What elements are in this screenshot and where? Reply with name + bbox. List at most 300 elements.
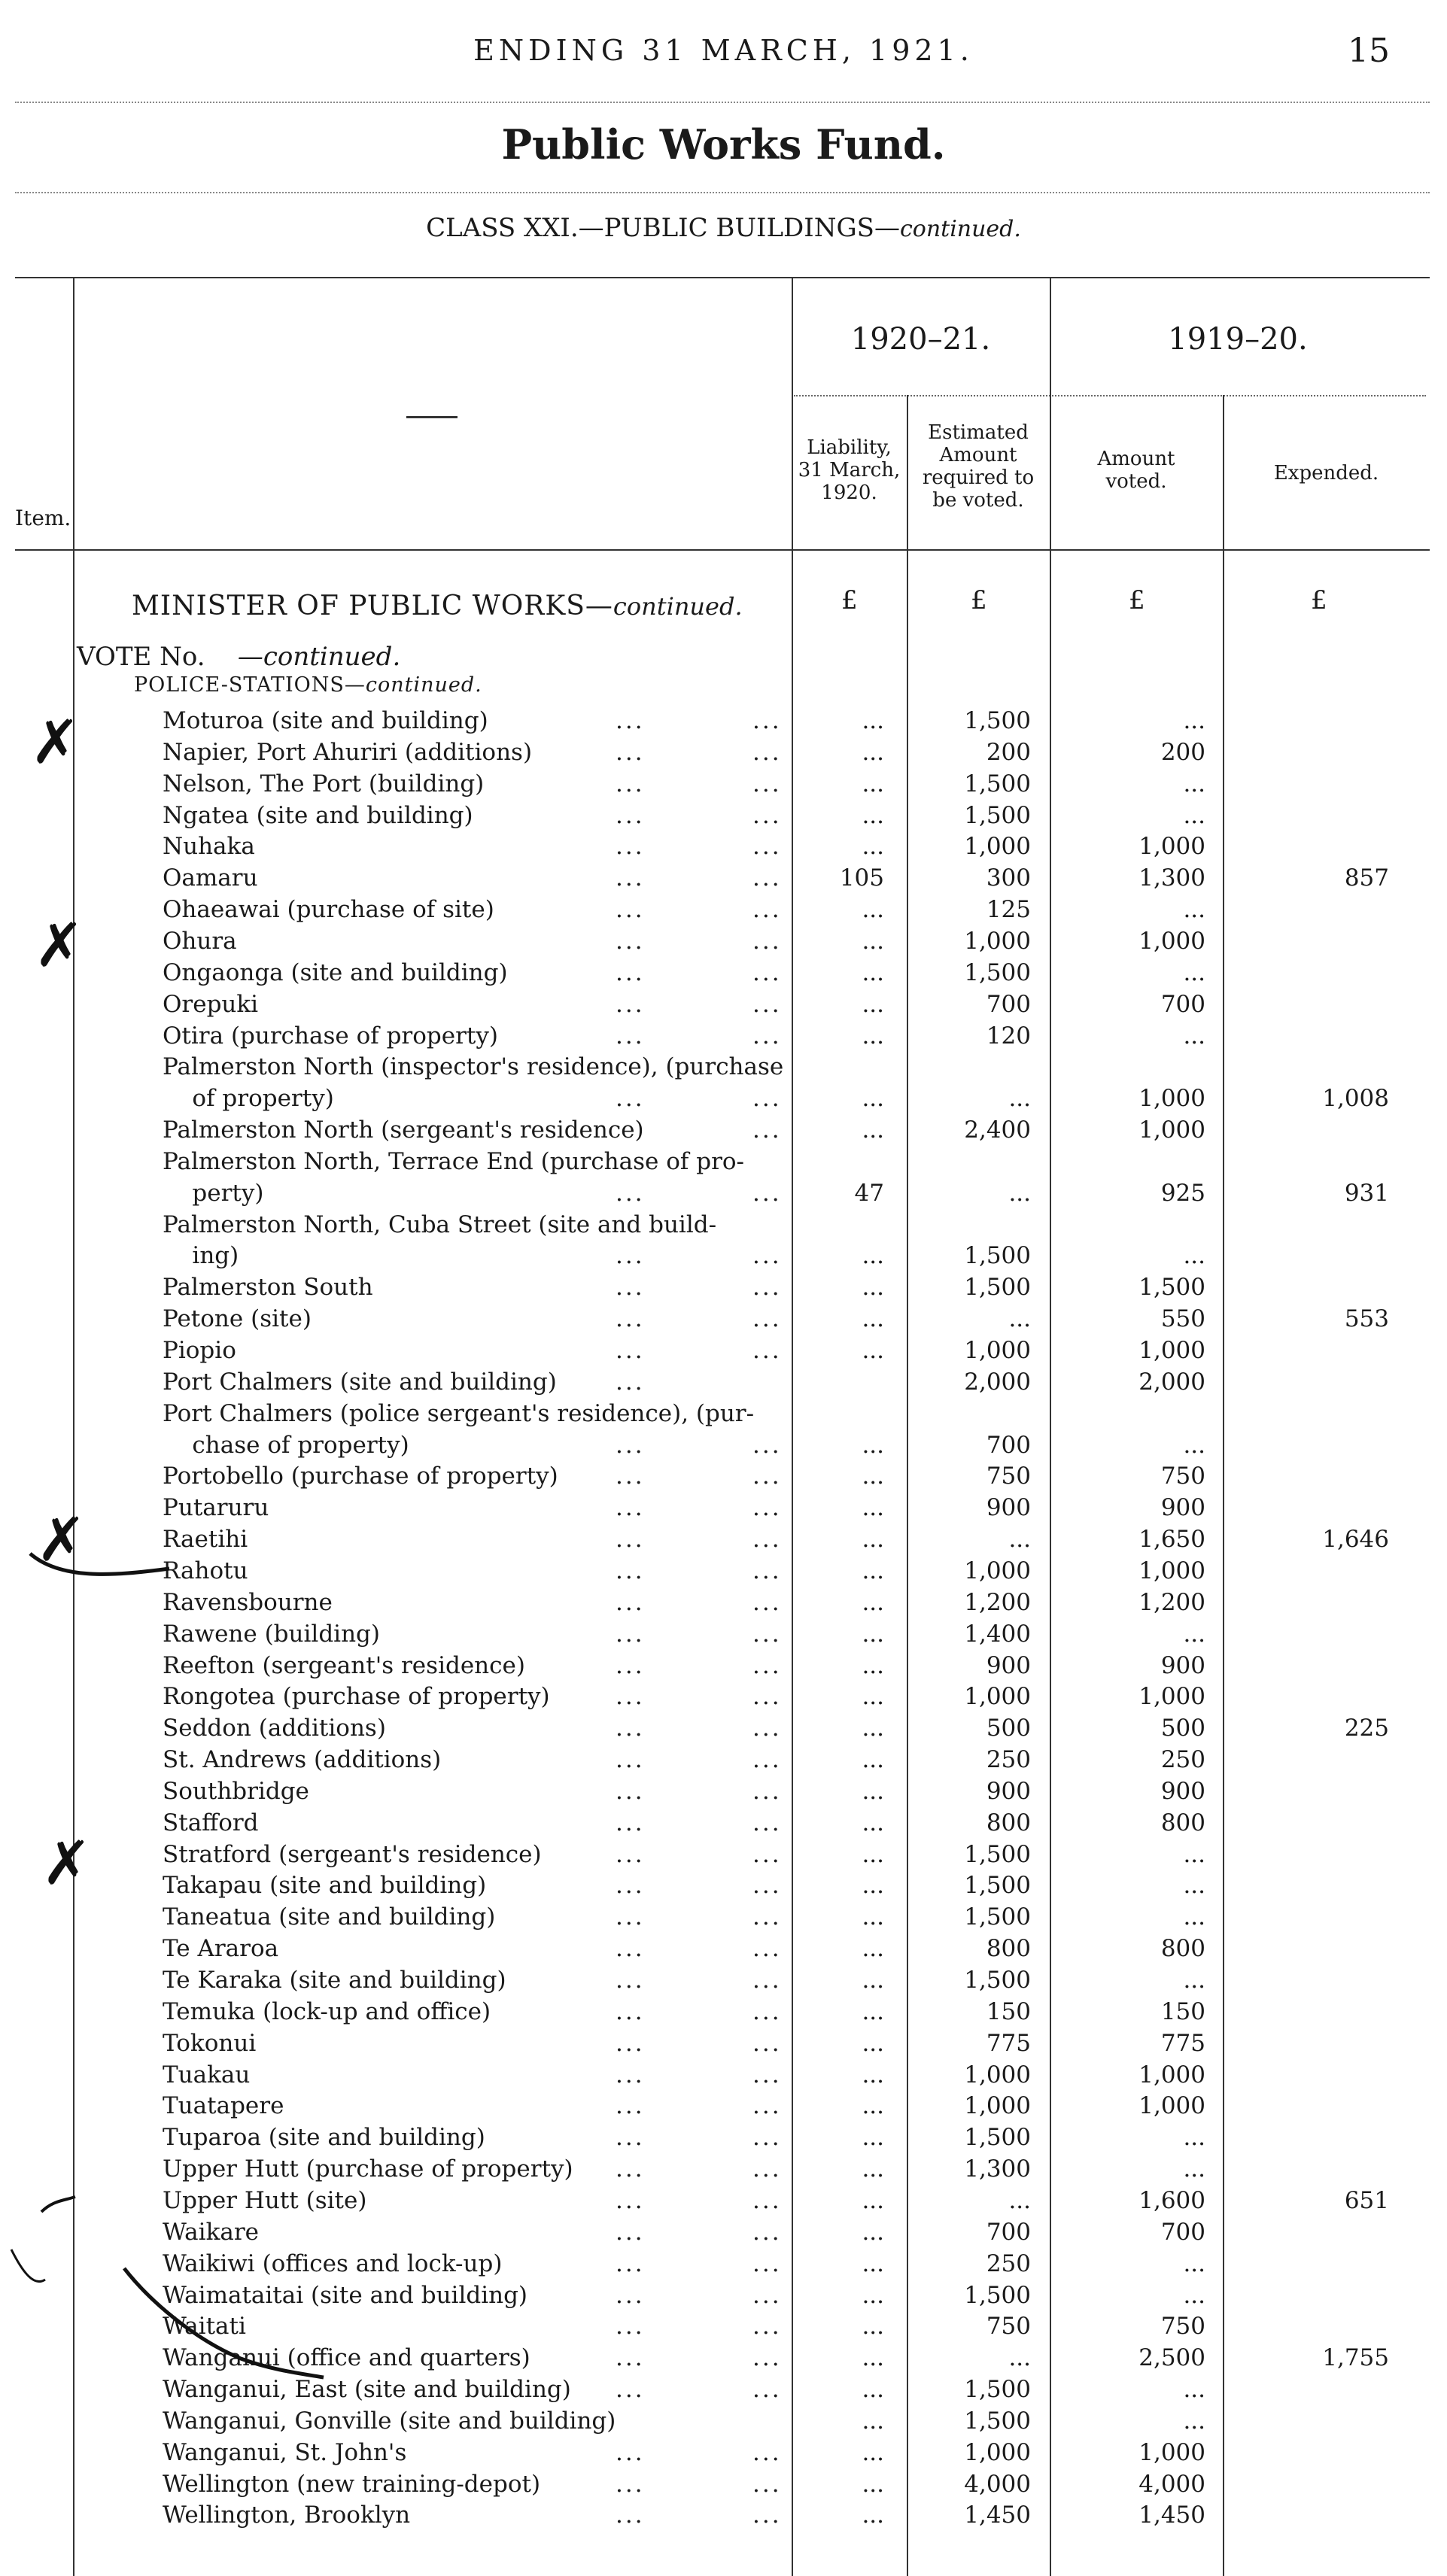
liability-value: ... bbox=[862, 2313, 884, 2341]
expended-value: 1,646 bbox=[1322, 1526, 1389, 1554]
row-name: St. Andrews (additions) bbox=[163, 1746, 442, 1774]
table-row bbox=[0, 928, 1447, 958]
row-name: Wellington, Brooklyn bbox=[163, 2502, 411, 2529]
voted-value: 700 bbox=[1160, 990, 1205, 1018]
liability-header-line: 31 March, bbox=[798, 459, 901, 481]
table-row bbox=[0, 1683, 1447, 1714]
voted-value: ... bbox=[1183, 2376, 1205, 2404]
row-leader-dots: ... bbox=[752, 1337, 782, 1364]
liability-value: ... bbox=[862, 1494, 884, 1522]
row-leader-dots: ... bbox=[616, 958, 645, 986]
voted-value: ... bbox=[1183, 707, 1205, 734]
row-name: Port Chalmers (site and building) bbox=[163, 1368, 557, 1396]
row-leader-dots: ... bbox=[616, 1997, 645, 2025]
row-leader-dots: ... bbox=[752, 1997, 782, 2025]
row-name: Waitati bbox=[163, 2313, 246, 2341]
liability-value: ... bbox=[862, 1620, 884, 1648]
row-leader-dots: ... bbox=[616, 1840, 645, 1868]
table-row bbox=[0, 2092, 1447, 2123]
estimated-value: 4,000 bbox=[964, 2470, 1031, 2498]
row-name: Wanganui, Gonville (site and building) bbox=[163, 2407, 616, 2435]
row-leader-dots: ... bbox=[616, 1746, 645, 1774]
currency-voted: £ bbox=[1129, 585, 1145, 615]
row-name: Tuparoa (site and building) bbox=[163, 2124, 485, 2152]
liability-header-line: Liability, bbox=[807, 436, 892, 459]
table-row bbox=[0, 1967, 1447, 1997]
voted-value: 800 bbox=[1160, 1935, 1205, 1963]
estimated-value: 1,500 bbox=[964, 707, 1031, 734]
table-row bbox=[0, 1085, 1447, 1116]
voted-value: 1,650 bbox=[1138, 1526, 1205, 1554]
voted-value: ... bbox=[1183, 1022, 1205, 1050]
row-leader-dots: ... bbox=[616, 833, 645, 861]
row-leader-dots: ... bbox=[616, 1022, 645, 1050]
table-row bbox=[0, 2124, 1447, 2155]
liability-value: ... bbox=[862, 801, 884, 829]
row-name: Petone (site) bbox=[163, 1305, 312, 1333]
estimated-value: ... bbox=[1008, 2186, 1031, 2214]
row-name: Waikiwi (offices and lock-up) bbox=[163, 2249, 503, 2277]
estimated-value: ... bbox=[1008, 1085, 1031, 1113]
row-leader-dots: ... bbox=[616, 1463, 645, 1490]
estimated-value: 2,000 bbox=[964, 1368, 1031, 1396]
voted-value: ... bbox=[1183, 1840, 1205, 1868]
table-row bbox=[0, 2407, 1447, 2438]
row-name: of property) bbox=[163, 1085, 334, 1113]
liability-value: ... bbox=[862, 2029, 884, 2057]
liability-value: ... bbox=[862, 1526, 884, 1554]
row-name: Oamaru bbox=[163, 864, 258, 892]
liability-value: ... bbox=[862, 2092, 884, 2120]
year-1920-21: 1920–21. bbox=[850, 322, 991, 357]
estimated-value: 1,500 bbox=[964, 1903, 1031, 1931]
liability-value: ... bbox=[862, 770, 884, 797]
row-leader-dots: ... bbox=[752, 896, 782, 924]
row-leader-dots: ... bbox=[752, 2438, 782, 2466]
liability-value: ... bbox=[862, 2502, 884, 2529]
row-leader-dots: ... bbox=[616, 2186, 645, 2214]
estimated-value: 1,000 bbox=[964, 833, 1031, 861]
table-row bbox=[0, 1305, 1447, 1336]
voted-value: 1,000 bbox=[1138, 2438, 1205, 2466]
minister-heading-main: MINISTER OF PUBLIC WORKS— bbox=[132, 591, 613, 621]
row-name: Orepuki bbox=[163, 990, 259, 1018]
handwritten-x-mark: ✗ bbox=[34, 910, 85, 980]
liability-value: ... bbox=[862, 896, 884, 924]
voted-value: 500 bbox=[1160, 1715, 1205, 1742]
class-heading-main: CLASS XXI.—PUBLIC BUILDINGS— bbox=[426, 213, 900, 243]
table-row bbox=[0, 1022, 1447, 1053]
row-name: Rawene (building) bbox=[163, 1620, 380, 1648]
row-name: Palmerston North, Cuba Street (site and build- bbox=[163, 1211, 717, 1238]
row-name: Rahotu bbox=[163, 1557, 248, 1584]
handwritten-x-mark: ✗ bbox=[30, 707, 81, 777]
row-name: Rongotea (purchase of property) bbox=[163, 1683, 550, 1711]
table-row bbox=[0, 1368, 1447, 1399]
estimated-value: 200 bbox=[986, 738, 1031, 766]
estimated-value: 1,500 bbox=[964, 958, 1031, 986]
row-name: Palmerston North (inspector's residence), (purchase bbox=[163, 1053, 784, 1081]
estimated-value: 750 bbox=[986, 2313, 1031, 2341]
voted-value: ... bbox=[1183, 1620, 1205, 1648]
row-name: perty) bbox=[163, 1179, 264, 1207]
liability-value: 105 bbox=[839, 864, 884, 892]
currency-liability: £ bbox=[841, 585, 858, 615]
row-leader-dots: ... bbox=[752, 1620, 782, 1648]
table-row bbox=[0, 833, 1447, 864]
handwritten-x-mark: ✗ bbox=[41, 1828, 93, 1898]
voted-header-line: Amount bbox=[1097, 448, 1175, 470]
liability-value: ... bbox=[862, 1274, 884, 1302]
table-row bbox=[0, 1053, 1447, 1084]
voted-value: ... bbox=[1183, 1431, 1205, 1459]
table-row bbox=[0, 707, 1447, 738]
voted-value: 750 bbox=[1160, 2313, 1205, 2341]
row-leader-dots: ... bbox=[752, 1588, 782, 1616]
table-row bbox=[0, 2282, 1447, 2313]
estimated-value: 1,400 bbox=[964, 1620, 1031, 1648]
row-leader-dots: ... bbox=[616, 2218, 645, 2246]
row-name: Seddon (additions) bbox=[163, 1715, 386, 1742]
table-row bbox=[0, 1841, 1447, 1872]
row-leader-dots: ... bbox=[616, 1085, 645, 1113]
liability-value: ... bbox=[862, 2376, 884, 2404]
table-row bbox=[0, 1242, 1447, 1273]
estimated-value: 800 bbox=[986, 1809, 1031, 1836]
row-leader-dots: ... bbox=[616, 1274, 645, 1302]
handwritten-x-mark: ✗ bbox=[36, 1505, 87, 1575]
voted-value: ... bbox=[1183, 801, 1205, 829]
row-leader-dots: ... bbox=[752, 833, 782, 861]
liability-value: ... bbox=[862, 1997, 884, 2025]
table-row bbox=[0, 1400, 1447, 1431]
estimated-value: 250 bbox=[986, 2249, 1031, 2277]
table-row bbox=[0, 1715, 1447, 1745]
row-leader-dots: ... bbox=[616, 1903, 645, 1931]
row-name: Otira (purchase of property) bbox=[163, 1022, 498, 1050]
row-leader-dots: ... bbox=[616, 707, 645, 734]
table-row bbox=[0, 1494, 1447, 1525]
table-row bbox=[0, 2155, 1447, 2186]
voted-value: 1,000 bbox=[1138, 833, 1205, 861]
voted-value: 775 bbox=[1160, 2029, 1205, 2057]
row-leader-dots: ... bbox=[752, 927, 782, 955]
expended-header: Expended. bbox=[1273, 462, 1379, 485]
estimated-value: 1,000 bbox=[964, 1337, 1031, 1364]
row-leader-dots: ... bbox=[616, 1935, 645, 1963]
estimated-value: 700 bbox=[986, 1431, 1031, 1459]
estimated-value: 1,000 bbox=[964, 927, 1031, 955]
table-row bbox=[0, 1557, 1447, 1588]
table-row bbox=[0, 1872, 1447, 1903]
estimated-value: ... bbox=[1008, 1526, 1031, 1554]
liability-value: ... bbox=[862, 1683, 884, 1711]
row-leader-dots: ... bbox=[616, 1526, 645, 1554]
year-1919-20: 1919–20. bbox=[1168, 322, 1308, 357]
voted-value: 2,000 bbox=[1138, 1368, 1205, 1396]
row-name: Port Chalmers (police sergeant's residence), (pur- bbox=[163, 1399, 755, 1427]
estimated-header-line: Estimated bbox=[928, 421, 1029, 444]
voted-value: 925 bbox=[1160, 1179, 1205, 1207]
estimated-value: 1,500 bbox=[964, 2376, 1031, 2404]
row-leader-dots: ... bbox=[616, 801, 645, 829]
liability-value: ... bbox=[862, 1431, 884, 1459]
row-leader-dots: ... bbox=[616, 2249, 645, 2277]
voted-value: 2,500 bbox=[1138, 2344, 1205, 2372]
expended-value: 1,008 bbox=[1322, 1085, 1389, 1113]
expended-value: 651 bbox=[1344, 2186, 1389, 2214]
police-heading-suffix: continued. bbox=[365, 673, 482, 697]
table-row bbox=[0, 1337, 1447, 1368]
liability-value: ... bbox=[862, 1242, 884, 1270]
estimated-value: 150 bbox=[986, 1997, 1031, 2025]
row-leader-dots: ... bbox=[752, 770, 782, 797]
voted-header-line: voted. bbox=[1105, 470, 1167, 493]
row-leader-dots: ... bbox=[616, 1588, 645, 1616]
estimated-value: 900 bbox=[986, 1777, 1031, 1805]
row-leader-dots: ... bbox=[616, 1683, 645, 1711]
vote-heading-suffix: —continued. bbox=[237, 642, 401, 672]
row-name: Tokonui bbox=[163, 2029, 257, 2057]
expended-value: 857 bbox=[1344, 864, 1389, 892]
row-name: Taneatua (site and building) bbox=[163, 1903, 496, 1931]
expended-value: 931 bbox=[1344, 1179, 1389, 1207]
row-name: Stratford (sergeant's residence) bbox=[163, 1840, 542, 1868]
voted-value: ... bbox=[1183, 1872, 1205, 1900]
item-column-label: Item. bbox=[15, 506, 71, 530]
liability-value: ... bbox=[862, 958, 884, 986]
voted-value: 550 bbox=[1160, 1305, 1205, 1333]
table-row bbox=[0, 2376, 1447, 2407]
liability-value: ... bbox=[862, 1777, 884, 1805]
voted-value: 750 bbox=[1160, 1463, 1205, 1490]
voted-value: 1,000 bbox=[1138, 1683, 1205, 1711]
currency-expended: £ bbox=[1311, 585, 1327, 615]
row-name: Waikare bbox=[163, 2218, 259, 2246]
voted-value: 1,000 bbox=[1138, 1085, 1205, 1113]
estimated-value: 1,500 bbox=[964, 2281, 1031, 2309]
table-top-rule bbox=[15, 277, 1430, 278]
page-number: 15 bbox=[1348, 32, 1390, 70]
row-leader-dots: ... bbox=[752, 1903, 782, 1931]
row-leader-dots: ... bbox=[616, 1967, 645, 1994]
row-leader-dots: ... bbox=[752, 990, 782, 1018]
estimated-value: 125 bbox=[986, 896, 1031, 924]
row-leader-dots: ... bbox=[616, 1557, 645, 1584]
estimated-value: 120 bbox=[986, 1022, 1031, 1050]
estimated-value: ... bbox=[1008, 2344, 1031, 2372]
voted-value: 1,000 bbox=[1138, 1337, 1205, 1364]
estimated-value: 1,500 bbox=[964, 1242, 1031, 1270]
row-leader-dots: ... bbox=[752, 1526, 782, 1554]
voted-value: 250 bbox=[1160, 1746, 1205, 1774]
row-leader-dots: ... bbox=[616, 738, 645, 766]
liability-value: ... bbox=[862, 1715, 884, 1742]
row-leader-dots: ... bbox=[616, 2124, 645, 2152]
table-row bbox=[0, 2502, 1447, 2532]
estimated-header-line: required to bbox=[922, 466, 1035, 489]
liability-value: 47 bbox=[854, 1179, 884, 1207]
row-leader-dots: ... bbox=[752, 801, 782, 829]
row-leader-dots: ... bbox=[616, 2344, 645, 2372]
row-leader-dots: ... bbox=[752, 2502, 782, 2529]
row-name: Palmerston North (sergeant's residence) bbox=[163, 1116, 644, 1144]
row-name: chase of property) bbox=[163, 1431, 409, 1459]
row-name: Ohura bbox=[163, 927, 237, 955]
table-row bbox=[0, 1274, 1447, 1305]
table-row bbox=[0, 2250, 1447, 2281]
estimated-value: 1,200 bbox=[964, 1588, 1031, 1616]
voted-value: ... bbox=[1183, 1967, 1205, 1994]
voted-value: 1,450 bbox=[1138, 2502, 1205, 2529]
row-name: Palmerston North, Terrace End (purchase of pro- bbox=[163, 1147, 745, 1175]
row-leader-dots: ... bbox=[752, 2249, 782, 2277]
row-leader-dots: ... bbox=[752, 2344, 782, 2372]
row-leader-dots: ... bbox=[752, 1116, 782, 1144]
row-leader-dots: ... bbox=[752, 1085, 782, 1113]
row-leader-dots: ... bbox=[752, 1777, 782, 1805]
row-leader-dots: ... bbox=[616, 1494, 645, 1522]
row-name: Temuka (lock-up and office) bbox=[163, 1997, 491, 2025]
page-title: Public Works Fund. bbox=[501, 120, 946, 169]
row-name: Te Araroa bbox=[163, 1935, 279, 1963]
row-leader-dots: ... bbox=[616, 1368, 645, 1396]
liability-value: ... bbox=[862, 2249, 884, 2277]
liability-value: ... bbox=[862, 1935, 884, 1963]
liability-value: ... bbox=[862, 2344, 884, 2372]
row-name: Te Karaka (site and building) bbox=[163, 1967, 506, 1994]
row-name: Portobello (purchase of property) bbox=[163, 1463, 558, 1490]
liability-value: ... bbox=[862, 1022, 884, 1050]
estimated-header bbox=[907, 421, 1050, 512]
row-name: Wanganui, East (site and building) bbox=[163, 2376, 571, 2404]
row-name: ing) bbox=[163, 1242, 239, 1270]
liability-value: ... bbox=[862, 1463, 884, 1490]
voted-header bbox=[1050, 448, 1223, 493]
estimated-value: 1,000 bbox=[964, 2061, 1031, 2088]
estimated-value: 500 bbox=[986, 1715, 1031, 1742]
voted-value: ... bbox=[1183, 2124, 1205, 2152]
row-leader-dots: ... bbox=[752, 1872, 782, 1900]
row-leader-dots: ... bbox=[616, 2092, 645, 2120]
row-leader-dots: ... bbox=[616, 1715, 645, 1742]
estimated-value: 700 bbox=[986, 2218, 1031, 2246]
row-leader-dots: ... bbox=[752, 1305, 782, 1333]
table-row bbox=[0, 2187, 1447, 2218]
voted-value: 1,000 bbox=[1138, 2092, 1205, 2120]
table-row bbox=[0, 2030, 1447, 2061]
currency-estimated: £ bbox=[971, 585, 987, 615]
table-row bbox=[0, 1116, 1447, 1147]
row-leader-dots: ... bbox=[616, 2313, 645, 2341]
table-row bbox=[0, 1903, 1447, 1934]
row-leader-dots: ... bbox=[616, 2438, 645, 2466]
liability-value: ... bbox=[862, 833, 884, 861]
row-leader-dots: ... bbox=[616, 2502, 645, 2529]
estimated-value: 300 bbox=[986, 864, 1031, 892]
row-leader-dots: ... bbox=[752, 1746, 782, 1774]
row-leader-dots: ... bbox=[752, 2281, 782, 2309]
estimated-value: 1,500 bbox=[964, 1872, 1031, 1900]
row-name: Wellington (new training-depot) bbox=[163, 2470, 541, 2498]
voted-value: 4,000 bbox=[1138, 2470, 1205, 2498]
row-name: Ravensbourne bbox=[163, 1588, 333, 1616]
estimated-value: 1,500 bbox=[964, 1274, 1031, 1302]
class-heading-suffix: continued. bbox=[899, 216, 1021, 242]
estimated-value: 1,450 bbox=[964, 2502, 1031, 2529]
voted-value: 1,600 bbox=[1138, 2186, 1205, 2214]
row-name: Takapau (site and building) bbox=[163, 1872, 487, 1900]
estimated-value: 1,500 bbox=[964, 770, 1031, 797]
liability-value: ... bbox=[862, 1809, 884, 1836]
table-row bbox=[0, 739, 1447, 770]
liability-value: ... bbox=[862, 1588, 884, 1616]
liability-value: ... bbox=[862, 2061, 884, 2088]
row-leader-dots: ... bbox=[752, 1683, 782, 1711]
voted-value: ... bbox=[1183, 2407, 1205, 2435]
row-leader-dots: ... bbox=[752, 1242, 782, 1270]
row-name: Palmerston South bbox=[163, 1274, 373, 1302]
row-leader-dots: ... bbox=[616, 1431, 645, 1459]
year-sub-rule bbox=[794, 395, 1426, 396]
table-row bbox=[0, 2471, 1447, 2502]
voted-value: 1,000 bbox=[1138, 927, 1205, 955]
liability-value: ... bbox=[862, 1651, 884, 1679]
row-name: Ngatea (site and building) bbox=[163, 801, 473, 829]
vote-heading bbox=[77, 642, 400, 672]
row-leader-dots: ... bbox=[752, 1840, 782, 1868]
estimated-value: 700 bbox=[986, 990, 1031, 1018]
minister-heading-suffix: continued. bbox=[613, 592, 743, 621]
voted-value: ... bbox=[1183, 2281, 1205, 2309]
voted-value: 900 bbox=[1160, 1651, 1205, 1679]
running-title: ENDING 31 MARCH, 1921. bbox=[473, 34, 974, 67]
row-leader-dots: ... bbox=[752, 2155, 782, 2183]
estimated-value: 1,300 bbox=[964, 2155, 1031, 2183]
voted-value: ... bbox=[1183, 1242, 1205, 1270]
liability-value: ... bbox=[862, 707, 884, 734]
liability-value: ... bbox=[862, 2438, 884, 2466]
table-row bbox=[0, 959, 1447, 990]
row-leader-dots: ... bbox=[752, 1557, 782, 1584]
voted-value: ... bbox=[1183, 770, 1205, 797]
voted-value: 1,000 bbox=[1138, 1557, 1205, 1584]
row-leader-dots: ... bbox=[752, 1715, 782, 1742]
row-leader-dots: ... bbox=[616, 1242, 645, 1270]
liability-value: ... bbox=[862, 2407, 884, 2435]
row-leader-dots: ... bbox=[752, 1809, 782, 1836]
row-leader-dots: ... bbox=[616, 770, 645, 797]
liability-value: ... bbox=[862, 1305, 884, 1333]
table-row bbox=[0, 2313, 1447, 2344]
row-leader-dots: ... bbox=[616, 864, 645, 892]
estimated-value: 750 bbox=[986, 1463, 1031, 1490]
estimated-value: ... bbox=[1008, 1179, 1031, 1207]
estimated-value: 775 bbox=[986, 2029, 1031, 2057]
liability-value: ... bbox=[862, 2281, 884, 2309]
row-leader-dots: ... bbox=[616, 1179, 645, 1207]
table-row bbox=[0, 1621, 1447, 1651]
table-row bbox=[0, 2439, 1447, 2470]
vote-heading-main: VOTE No. bbox=[77, 642, 205, 672]
table-row bbox=[0, 1148, 1447, 1179]
row-name: Nelson, The Port (building) bbox=[163, 770, 485, 797]
voted-value: 1,500 bbox=[1138, 1274, 1205, 1302]
estimated-value: 1,000 bbox=[964, 1683, 1031, 1711]
row-leader-dots: ... bbox=[752, 1022, 782, 1050]
row-leader-dots: ... bbox=[752, 2376, 782, 2404]
estimated-header-line: be voted. bbox=[932, 489, 1024, 512]
